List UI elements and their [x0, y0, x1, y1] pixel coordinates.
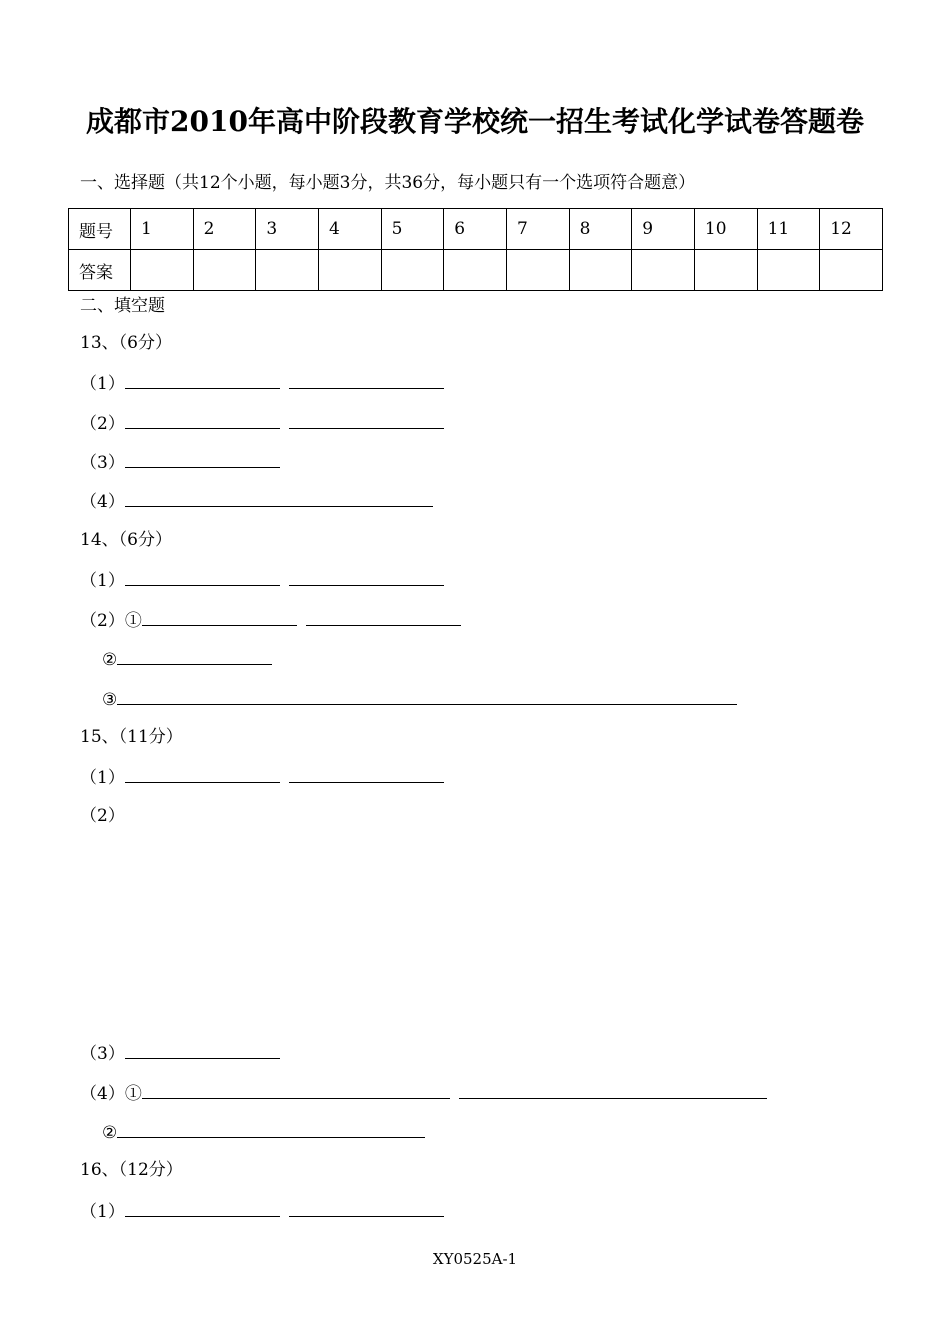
page-title: 成都市2010年高中阶段教育学校统一招生考试化学试卷答题卷 [86, 105, 864, 138]
part-label: （3） [80, 453, 125, 473]
answer-cell[interactable] [694, 250, 757, 291]
question-number-cell: 6 [444, 209, 507, 250]
q13-heading: 13、（6分） [80, 333, 172, 353]
answer-blank[interactable] [125, 569, 280, 586]
question-number-cell: 2 [193, 209, 256, 250]
part-label: （1） [80, 571, 125, 591]
answer-blank[interactable] [117, 1121, 425, 1138]
answer-blank[interactable] [459, 1082, 767, 1099]
question-number-cell: 8 [569, 209, 632, 250]
row-label-number: 题号 [69, 209, 131, 250]
answer-cell[interactable] [757, 250, 820, 291]
q15-part4-sub2 [102, 1121, 425, 1143]
question-number-cell: 1 [131, 209, 194, 250]
part-label: ③ [102, 690, 118, 710]
q13-part3 [80, 451, 280, 473]
table-row-answers [69, 250, 883, 291]
answer-blank[interactable] [117, 648, 272, 665]
question-number-cell: 11 [757, 209, 820, 250]
q13-part1 [80, 372, 444, 394]
question-number-cell: 9 [632, 209, 695, 250]
q16-part1 [80, 1200, 444, 1222]
q15-part2 [80, 806, 125, 826]
part-label: ② [102, 650, 118, 670]
question-number-cell: 10 [694, 209, 757, 250]
q14-part2-sub3 [102, 688, 737, 710]
part-label: （3） [80, 1044, 125, 1064]
answer-blank[interactable] [125, 412, 280, 429]
part-label: （1） [80, 374, 125, 394]
q16-heading: 16、（12分） [80, 1160, 183, 1180]
answer-blank[interactable] [289, 372, 444, 389]
answer-table [68, 208, 883, 291]
answer-cell[interactable] [318, 250, 381, 291]
part-label: （2）① [80, 611, 142, 631]
q15-part4 [80, 1082, 767, 1104]
row-label-answer: 答案 [69, 250, 131, 291]
answer-cell[interactable] [569, 250, 632, 291]
answer-cell[interactable] [131, 250, 194, 291]
answer-blank[interactable] [289, 766, 444, 783]
table-row-numbers [69, 209, 883, 250]
question-number-cell: 5 [381, 209, 444, 250]
section1-heading: 一、选择题（共12个小题，每小题3分，共36分，每小题只有一个选项符合题意） [80, 173, 696, 193]
answer-blank[interactable] [125, 451, 280, 468]
part-label: （2） [80, 414, 125, 434]
answer-blank[interactable] [117, 688, 737, 705]
answer-blank[interactable] [306, 609, 461, 626]
answer-blank[interactable] [125, 766, 280, 783]
q15-heading: 15、（11分） [80, 727, 183, 747]
answer-blank[interactable] [125, 1042, 280, 1059]
q14-heading: 14、（6分） [80, 530, 172, 550]
page-footer-code: XY0525A-1 [432, 1250, 518, 1268]
answer-cell[interactable] [506, 250, 569, 291]
question-number-cell: 7 [506, 209, 569, 250]
answer-cell[interactable] [256, 250, 319, 291]
answer-blank[interactable] [142, 1082, 450, 1099]
question-number-cell: 3 [256, 209, 319, 250]
answer-blank[interactable] [289, 412, 444, 429]
answer-blank[interactable] [125, 1200, 280, 1217]
question-number-cell: 4 [318, 209, 381, 250]
part-label: （1） [80, 768, 125, 788]
part-label: ② [102, 1123, 118, 1143]
q15-part1 [80, 766, 444, 788]
q14-part2 [80, 609, 461, 631]
part-label: （1） [80, 1202, 125, 1222]
answer-cell[interactable] [444, 250, 507, 291]
answer-cell[interactable] [632, 250, 695, 291]
q14-part2-sub2 [102, 648, 272, 670]
answer-cell[interactable] [381, 250, 444, 291]
answer-blank[interactable] [125, 372, 280, 389]
part-label: （4） [80, 492, 125, 512]
section2-heading: 二、填空题 [80, 296, 165, 316]
answer-blank[interactable] [125, 490, 433, 507]
answer-cell[interactable] [820, 250, 883, 291]
q13-part2 [80, 412, 444, 434]
answer-cell[interactable] [193, 250, 256, 291]
part-label: （2） [80, 806, 125, 826]
q13-part4 [80, 490, 433, 512]
question-number-cell: 12 [820, 209, 883, 250]
q14-part1 [80, 569, 444, 591]
answer-blank[interactable] [289, 1200, 444, 1217]
part-label: （4）① [80, 1084, 142, 1104]
q15-part3 [80, 1042, 280, 1064]
answer-blank[interactable] [289, 569, 444, 586]
answer-blank[interactable] [142, 609, 297, 626]
